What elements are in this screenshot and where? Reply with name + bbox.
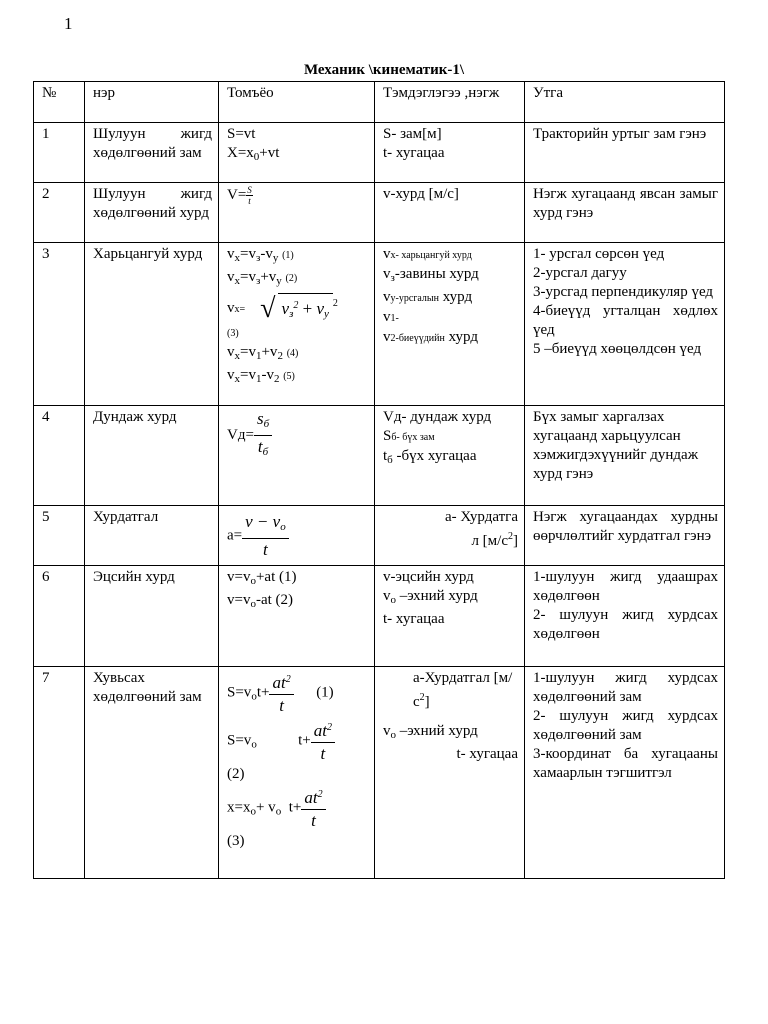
row-formula: a= $\frac{v - v_o}{t}$ (219, 506, 375, 566)
row-name: Хувьсах хөдөлгөөний зам (85, 667, 219, 879)
row-name: Дундаж хурд (85, 406, 219, 506)
row-number: 1 (34, 123, 85, 183)
row-symbols: v-хурд [м/с] (375, 183, 525, 243)
header-name: нэр (85, 82, 219, 123)
row-meaning: Нэгж хугацаанд явсан замыг хурд гэнэ (525, 183, 725, 243)
row-formula: $S=v_ot+$ $\frac{at^2}{t}$ (1) $S=v_o$ t+ $\frac{at^2}{t}$ (2) $x=x_o+ v_o$ t+ $\frac{at^2}{t}$ (3) (219, 667, 375, 879)
row-formula: $v=v_o+at$ (1) $v=v_o-at$ (2) (219, 566, 375, 667)
row-meaning: 1- урсгал сөрсөн үед 2-урсгал дагуу 3-урсгад перпендикуляр үед 4-биеүүд угталцан хөдлөх үед 5 –биеүүд хөөцөлдсөн үед (525, 243, 725, 406)
header-number: № (34, 82, 85, 123)
header-meaning: Утга (525, 82, 725, 123)
row-meaning: 1-шулуун жигд удаашрах хөдөлгөөн 2- шулуун жигд хурдсах хөдөлгөөн (525, 566, 725, 667)
table-row (34, 183, 725, 243)
row-name: Харьцангуй хурд (85, 243, 219, 406)
row-meaning: Бүх замыг харгалзах хугацаанд харьцуулсан хэмжигдэхүүнийг дундаж хурд гэнэ (525, 406, 725, 506)
row-meaning: 1-шулуун жигд хурдсах хөдөлгөөний зам 2- шулуун жигд хурдсах хөдөлгөөний зам 3-координат ба хугацааны хамаарлын тэгшитгэл (525, 667, 725, 879)
row-name: Эцсийн хурд (85, 566, 219, 667)
table-row (34, 123, 725, 183)
row-formula: V= $\frac{S}{t}$ (219, 183, 375, 243)
row-number: 6 (34, 566, 85, 667)
row-symbols: vx- харьцангуй хурд $v_з$-завины хурд vу-урсгалын хурд v1- v2-биеүүдийн хурд (375, 243, 525, 406)
row-number: 5 (34, 506, 85, 566)
row-number: 7 (34, 667, 85, 879)
page-number: 1 (64, 14, 73, 33)
row-number: 3 (34, 243, 85, 406)
document-title: Механик \кинематик-1\ (303, 62, 465, 78)
row-name: Шулуун жигд хөдөлгөөний хурд (85, 183, 219, 243)
table-row (34, 506, 725, 566)
row-name: Хурдатгал (85, 506, 219, 566)
row-symbols: a-Хурдатгал $[м/с^2]$ $v_o$ –эхний хурд t- хугацаа (375, 667, 525, 879)
row-name: Шулуун жигд хөдөлгөөний зам (85, 123, 219, 183)
row-symbols: a- Хурдатга л $[м/с^2]$ (375, 506, 525, 566)
row-symbols: S- зам[м] t- хугацаа (375, 123, 525, 183)
row-formula: S=vt $X=x_0+vt$ (219, 123, 375, 183)
table-row (34, 406, 725, 506)
row-formula: Vд= $\frac{s_б}{t_б}$ (219, 406, 375, 506)
row-meaning: Нэгж хугацаандах хурдны өөрчлөлтийг хурдатгал гэнэ (525, 506, 725, 566)
row-meaning: Тракторийн уртыг зам гэнэ (525, 123, 725, 183)
table-row (34, 667, 725, 879)
row-number: 2 (34, 183, 85, 243)
row-formula: $v_x=v_з-v_y$ (1) $v_x=v_з+v_y$ (2) vx= √ $v_з^2 + v_y$ $^2$ (3) $v_x=v_1+v_2$ (4) $v_x=v_1-v_2$ (5) (219, 243, 375, 406)
formula-table (33, 81, 725, 879)
row-symbols: Vд- дундаж хурд Sб- бүх зам $t_б$ -бүх хугацаа (375, 406, 525, 506)
table-header-row (34, 82, 725, 123)
table-row (34, 243, 725, 406)
header-symbols: Тэмдэглэгээ ,нэгж (375, 82, 525, 123)
table-row (34, 566, 725, 667)
row-number: 4 (34, 406, 85, 506)
header-formula: Томъёо (219, 82, 375, 123)
row-symbols: v-эцсийн хурд $v_o$ –эхний хурд t- хугацаа (375, 566, 525, 667)
